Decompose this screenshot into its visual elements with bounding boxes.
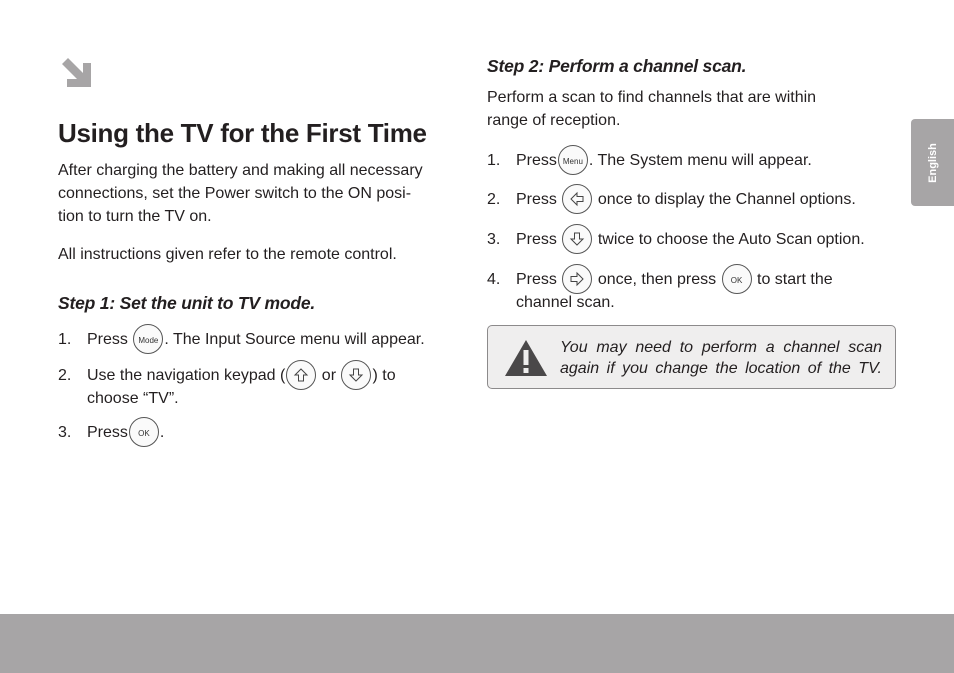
diagonal-arrow-icon bbox=[58, 54, 94, 90]
page-title: Using the TV for the First Time bbox=[58, 118, 427, 148]
warning-text: You may need to perform a channel scan again if you change the location of the TV. bbox=[560, 339, 882, 377]
warning-note bbox=[487, 325, 896, 389]
menu-button-icon: Menu bbox=[558, 145, 588, 175]
ok-button-icon: OK bbox=[129, 417, 159, 447]
footer-bar bbox=[0, 614, 954, 673]
step2-intro: Perform a scan to find channels that are within range of reception. bbox=[487, 89, 817, 129]
step1-heading: Step 1: Set the unit to TV mode. bbox=[58, 293, 316, 313]
intro-paragraph: After charging the battery and making all necessary connections, set the Power switch to the ON posi- tion to turn the TV on. bbox=[58, 162, 423, 225]
language-tab: English bbox=[911, 119, 954, 206]
step2-heading: Step 2: Perform a channel scan. bbox=[487, 56, 747, 76]
ok-button-icon: OK bbox=[722, 264, 752, 294]
down-arrow-icon bbox=[562, 224, 592, 254]
down-arrow-icon bbox=[341, 360, 371, 390]
warning-icon bbox=[503, 338, 549, 378]
left-arrow-icon bbox=[562, 184, 592, 214]
instructions-note: All instructions given refer to the remote control. bbox=[58, 246, 397, 263]
right-arrow-icon bbox=[562, 264, 592, 294]
mode-button-icon: Mode bbox=[133, 324, 163, 354]
up-arrow-icon bbox=[286, 360, 316, 390]
